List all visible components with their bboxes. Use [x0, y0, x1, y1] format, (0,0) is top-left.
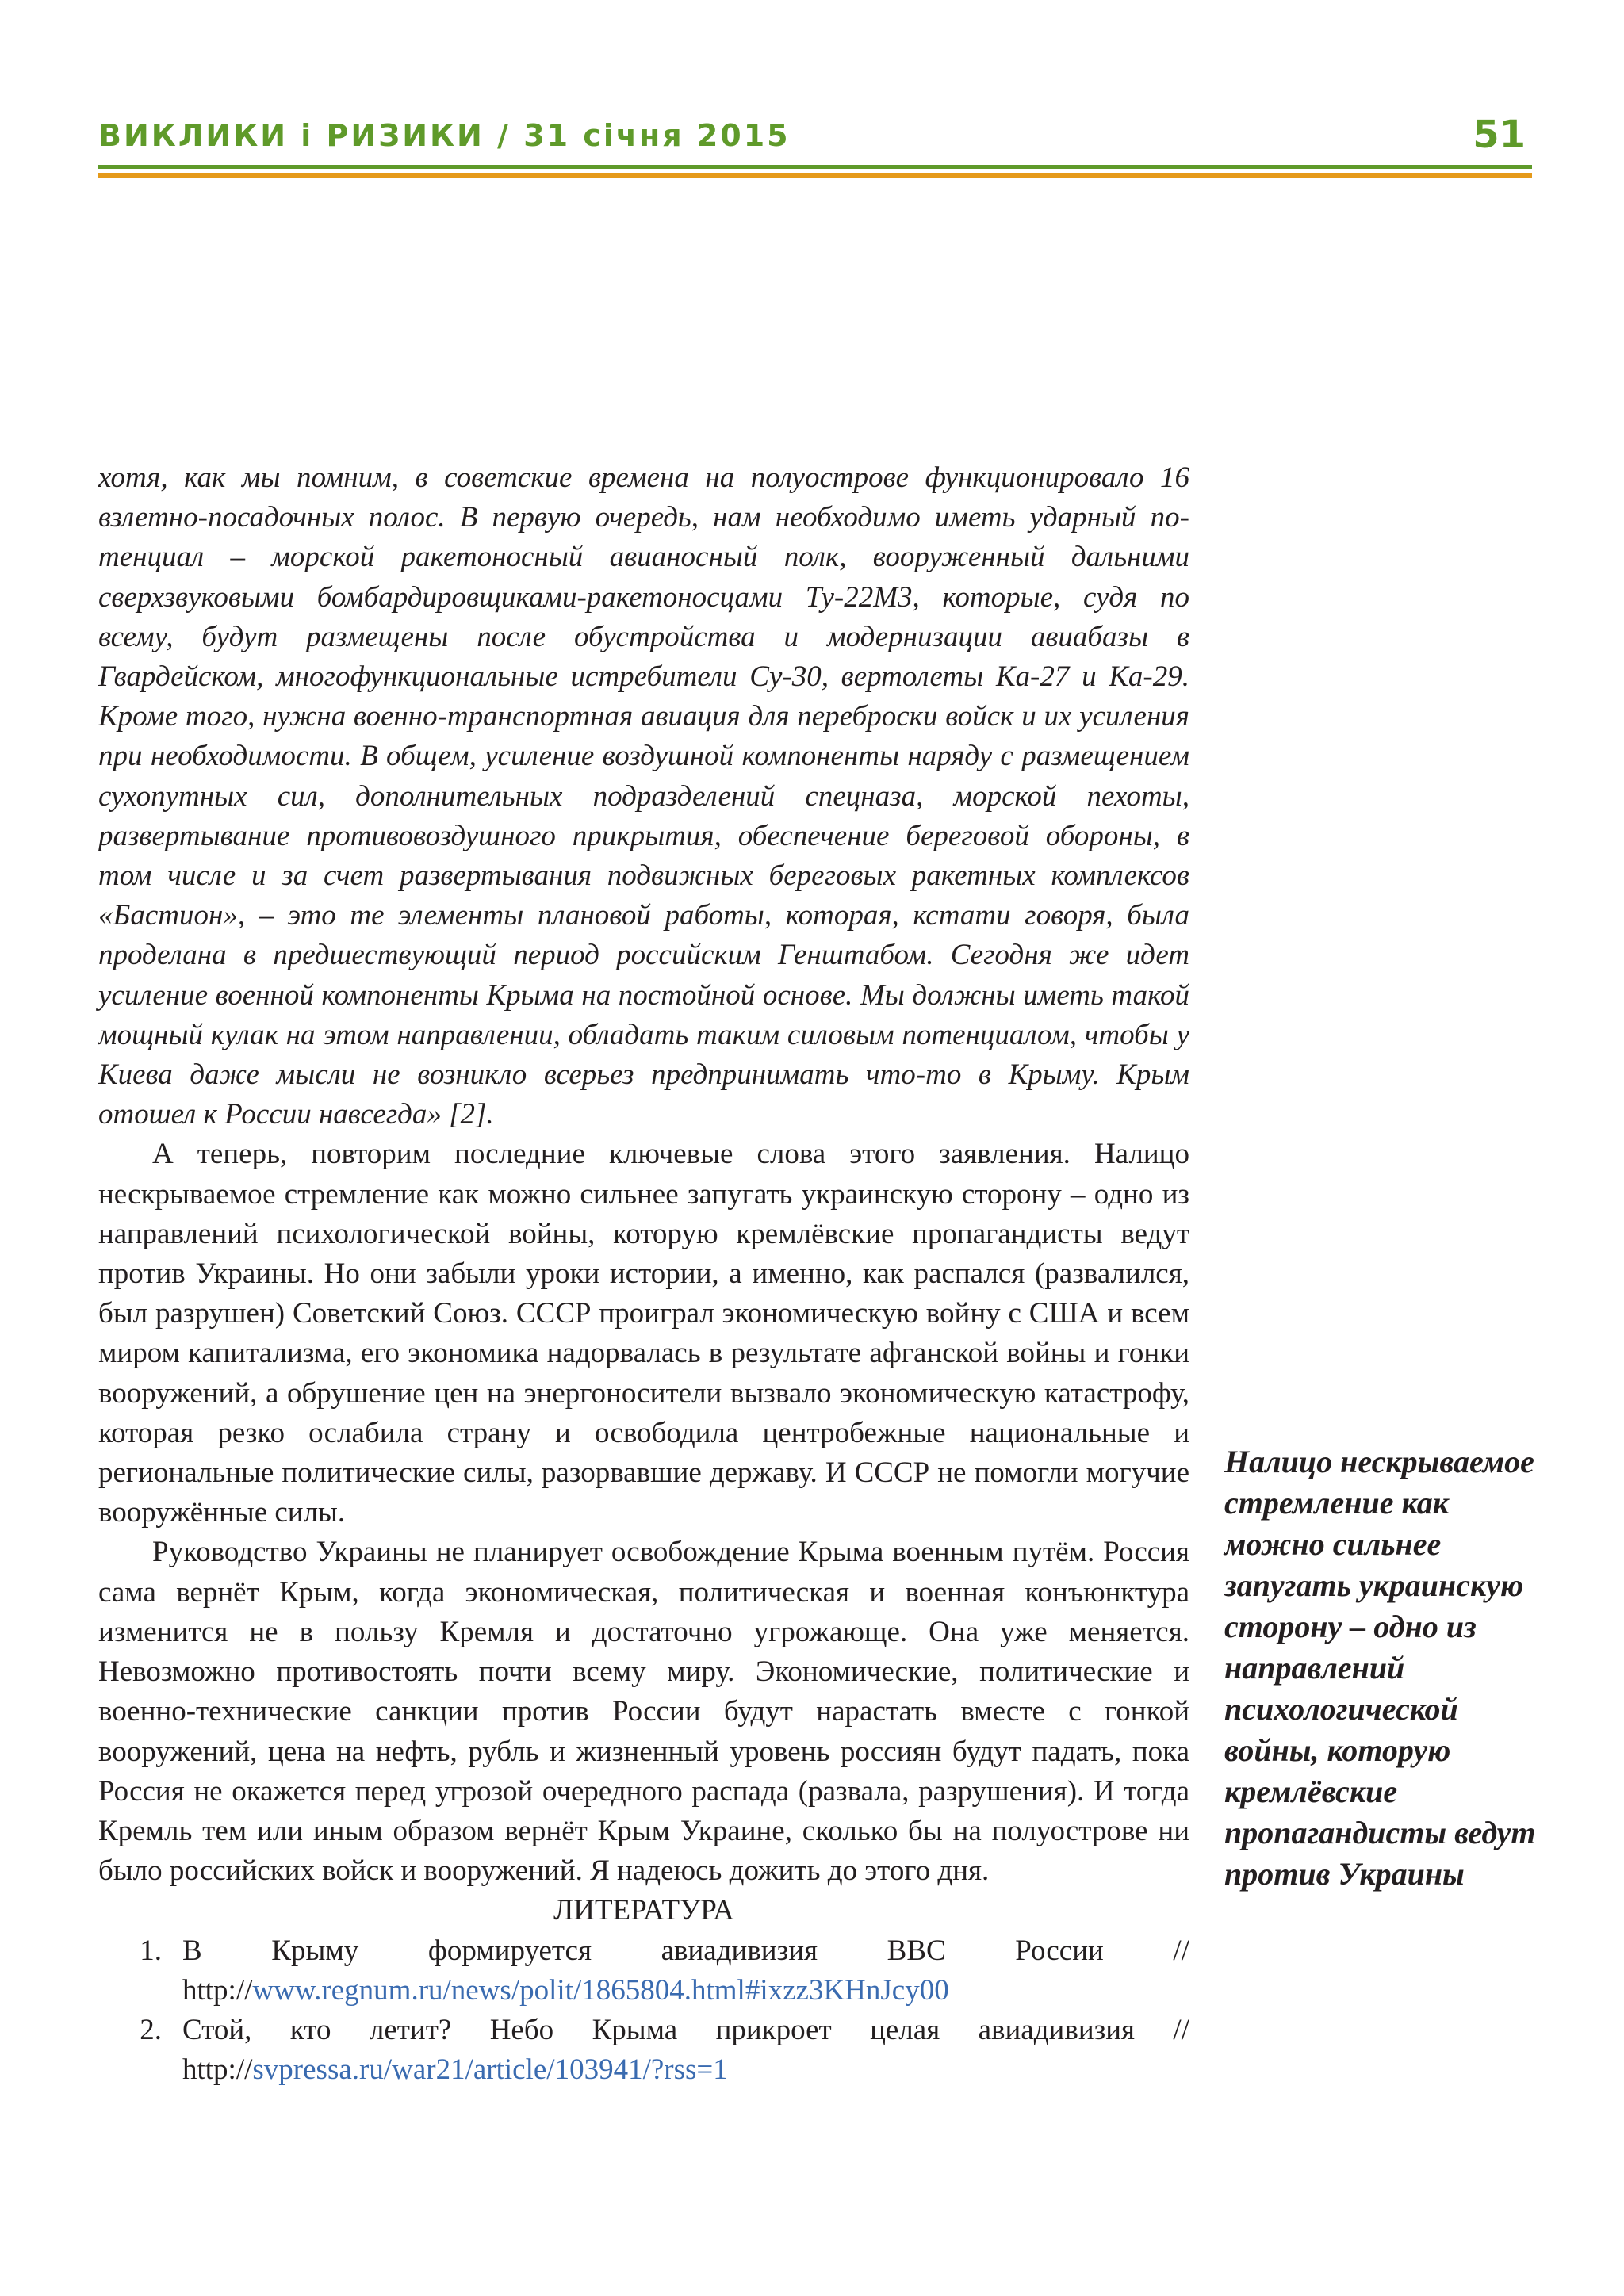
body-paragraph-2: Руководство Украины не планирует освобождение Крыма военным путём. Россия сама вернёт Крым, когда экономическая, политическая и военная конъюнктура изменится не в пользу Кремля и достаточно угрожающе. Она уже меняется. Невозможно противостоять почти всему миру. Экономические, политические и военно-технические санкции против России будут нарастать вместе с гонкой вооружений, цена на нефть, рубль и жизненный уровень россиян будут падать, пока Россия не окажется перед угрозой очередного распада (развала, разрушения). И тогда Кремль тем или иным образом вернёт Крым Украине, сколько бы на полуострове ни было российских войск и вооружений. Я надеюсь дожить до этого дня.	[98, 1536, 1189, 1888]
reference-link[interactable]: svpressa.ru/war21/article/103941/?rss=1	[252, 2053, 728, 2087]
header-rule-green	[98, 165, 1532, 169]
reference-number: 2.	[140, 2013, 162, 2046]
reference-number: 1.	[140, 1934, 162, 1967]
reference-body	[182, 2011, 1189, 2090]
italic-quote-paragraph: хотя, как мы помним, в советские времена на полуострове функционировало 16 взлетно-посадочных полос. В первую очередь, нам необходимо иметь ударный потенциал – морской ракетоносный авианосный полк, вооруженный дальними сверхзвуковыми бомбардировщиками-ракетоносцами Ту-22М3, которые, судя по всему, будут размещены после обустройства и модернизации авиабазы в Гвардейском, многофункциональные истребители Су-30, вертолеты Ка-27 и Ка-29. Кроме того, нужна военно-транспортная авиация для переброски войск и их усиления при необходимости. В общем, усиление воздушной компоненты наряду с размещением сухопутных сил, дополнительных подразделений спецназа, морской пехоты, развертывание противовоздушного прикрытия, обеспечение береговой обороны, в том числе и за счет развертывания подвижных береговых ракетных комплексов «Бастион», – это те элементы плановой работы, которая, кстати говоря, была проделана в предшествующий период российским Генштабом. Сегодня же идет усиление военной компоненты Крыма на постойной основе. Мы должны иметь такой мощный кулак на этом направлении, обладать таким силовым потенциалом, чтобы у Киева даже мысли не возникло всерьез предпринимать что-то в Крыму. Крым отошел к России навсегда» [2].	[98, 461, 1189, 1131]
page-number: 51	[1473, 113, 1526, 157]
running-header-title: ВИКЛИКИ і РИЗИКИ / 31 січня 2015	[98, 118, 791, 153]
reference-text: В Крыму формируется авиадивизия ВВС России // http://	[182, 1934, 1189, 2007]
sidebar-pull-quote: Налицо нескрываемое стремление как можно сильнее запугать украинскую сторону – одно из направлений психологической войны, которую кремлёвские пропагандисты ведут против Украины	[1224, 1444, 1536, 1892]
reference-text: Стой, кто летит? Небо Крыма прикроет целая авиадивизия // http://	[182, 2013, 1189, 2087]
reference-item-1	[98, 1931, 1189, 2011]
reference-list	[98, 1931, 1189, 2091]
header-rule-orange	[98, 173, 1532, 178]
literature-heading: ЛИТЕРАТУРА	[553, 1894, 734, 1927]
body-paragraph-1: А теперь, повторим последние ключевые слова этого заявления. Налицо нескрываемое стремление как можно сильнее запугать украинскую сторону – одно из направлений психологической войны, которую кремлёвские пропагандисты ведут против Украины. Но они забыли уроки истории, а именно, как распался (развалился, был разрушен) Советский Союз. СССР проиграл экономическую войну с США и всем миром капитализма, его экономика надорвалась в результате афганской войны и гонки вооружений, а обрушение цен на энергоносители вызвало экономическую катастрофу, которая резко ослабила страну и освободила центробежные национальные и региональные политические силы, разорвавшие державу. И СССР не помогли могучие вооружённые силы.	[98, 1138, 1189, 1529]
reference-link[interactable]: www.regnum.ru/news/polit/1865804.html#ixzz3KHnJcy00	[252, 1973, 949, 2007]
reference-item-2	[98, 2011, 1189, 2090]
reference-body	[182, 1931, 1189, 2011]
main-text-column	[98, 458, 1189, 2090]
